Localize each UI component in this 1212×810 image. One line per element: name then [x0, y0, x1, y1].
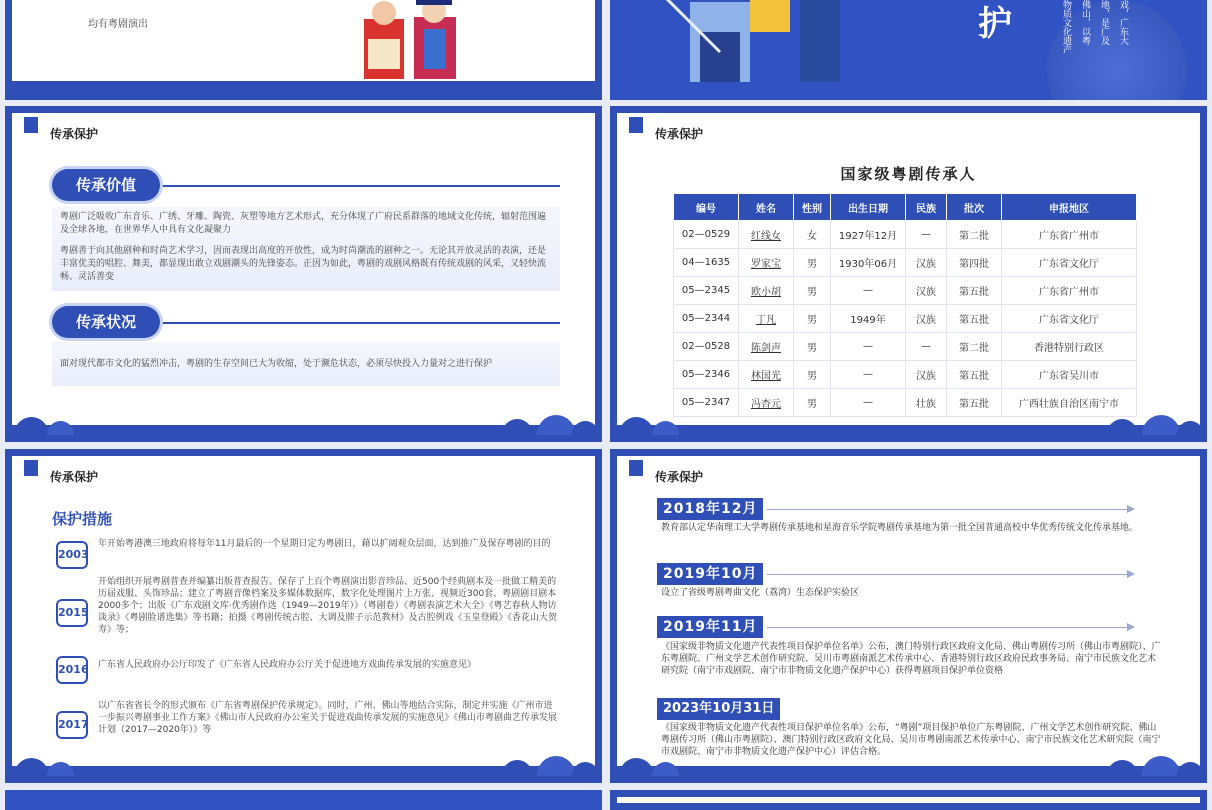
slide-inheritors[interactable]: [610, 106, 1207, 442]
col-header: 出生日期: [831, 194, 906, 221]
section-title: 传承保护: [655, 127, 704, 141]
cell-gender: 女: [794, 221, 831, 249]
cell-region: 广东省吴川市: [1002, 361, 1137, 389]
col-header: 批次: [947, 194, 1002, 221]
section-marker: [24, 117, 38, 133]
wave-pattern-footer: [12, 750, 595, 776]
cell-region: 广东省广州市: [1002, 221, 1137, 249]
cell-batch: 第二批: [947, 333, 1002, 361]
col-header: 民族: [906, 194, 947, 221]
section-marker: [629, 460, 643, 476]
year-badge: 2016: [56, 656, 88, 684]
measure-text: 广东省人民政府办公厅印发了《广东省人民政府办公厅关于促进地方戏曲传承发展的实施意见》: [98, 660, 477, 670]
cell-id: 05—2347: [674, 389, 739, 417]
value-paragraph-1: 粤剧广泛吸收广东音乐、广绣、牙雕、陶瓷、灰塑等地方艺术形式，充分体现了广府民系群落的地域文化传统，辐射范围遍及全球各地，在世界华人中具有文化凝聚力: [60, 212, 547, 235]
slide-timeline[interactable]: [610, 449, 1207, 783]
section-title: 传承保护: [50, 127, 99, 141]
cell-name-link[interactable]: 林国光: [739, 361, 794, 389]
cell-region: 香港特别行政区: [1002, 333, 1137, 361]
table-row: [674, 221, 1137, 249]
heading-value-pill: 传承价值: [52, 169, 160, 201]
wave-pattern-footer: [12, 409, 595, 435]
table-row: [674, 361, 1137, 389]
year-badge: 2015: [56, 599, 88, 627]
heading-status-pill: 传承状况: [52, 306, 160, 338]
section-marker: [24, 460, 38, 476]
cell-id: 02—0528: [674, 333, 739, 361]
cell-birth: 1927年12月: [831, 221, 906, 249]
timeline-text: 《国家级非物质文化遗产代表性项目保护单位名单》公布，“粤剧”项目保护单位广东粤剧院、广州文学艺术创作研究院、佛山粤剧传习所（佛山市粤剧院）、澳门特别行政区政府文化局、吴川市粤剧南派艺术传承中心、南宁市民族文化艺术研究院（南宁市戏剧院、南宁市非物质文化遗产保护中心）评估合格。: [661, 723, 1161, 757]
cell-batch: 第五批: [947, 361, 1002, 389]
cell-id: 05—2346: [674, 361, 739, 389]
table-row: [674, 305, 1137, 333]
arrow-right-icon: [1127, 505, 1135, 513]
cell-birth: —: [831, 333, 906, 361]
vertical-text-col: 戏，广东大: [1118, 0, 1128, 45]
timeline-date: 2019年11月: [657, 616, 763, 638]
measure-text: 年开始粤港澳三地政府将每年11月最后的一个星期日定为粤剧日，藉以扩阔观众层面，达到推广及保存粤剧的目的: [98, 539, 551, 549]
slide-bottom-left-partial[interactable]: [5, 790, 602, 810]
cell-gender: 男: [794, 277, 831, 305]
cell-batch: 第五批: [947, 389, 1002, 417]
opera-warrior-illustration: [650, 0, 850, 92]
table-header-row: [674, 194, 1137, 221]
cell-ethnicity: 汉族: [906, 277, 947, 305]
timeline-date: 2018年12月: [657, 498, 763, 520]
cell-name-link[interactable]: 丁凡: [739, 305, 794, 333]
col-header: 姓名: [739, 194, 794, 221]
status-textbox: [52, 342, 560, 386]
value-paragraph-2: 粤剧善于向其他剧种和时尚艺术学习，因而表现出高度的开放性，成为时尚潮流的剧种之一。无论其开放灵活的表演，还是丰富优美的唱腔、舞美，都显现出敢立戏剧潮头的先锋姿态。正因为如此，粤剧的戏剧风格既有传统戏剧的风采，又轻快流畅、灵活善变: [60, 246, 547, 282]
section-marker: [629, 117, 643, 133]
cell-name-link[interactable]: 欧小胡: [739, 277, 794, 305]
cell-gender: 男: [794, 333, 831, 361]
cell-ethnicity: —: [906, 221, 947, 249]
slide-protection-measures[interactable]: [5, 449, 602, 783]
col-header: 性别: [794, 194, 831, 221]
cell-birth: —: [831, 389, 906, 417]
cell-batch: 第四批: [947, 249, 1002, 277]
timeline-text: 《国家级非物质文化遗产代表性项目保护单位名单》公布，澳门特别行政区政府文化局、佛山粤剧传习所（佛山市粤剧院）、广东粤剧院、广州文学艺术创作研究院、吴川市粤剧南派艺术传承中心、香港特别行政区政府民政事务局、南宁市民族文化艺术研究院（南宁市戏剧院、南宁市非物质文化遗产保护中心）获得粤剧项目保护单位资格: [661, 642, 1161, 676]
cell-id: 04—1635: [674, 249, 739, 277]
cell-region: 广东省文化厅: [1002, 305, 1137, 333]
cell-region: 广西壮族自治区南宁市: [1002, 389, 1137, 417]
cell-ethnicity: 汉族: [906, 249, 947, 277]
wave-pattern-footer: [617, 750, 1200, 776]
cell-birth: 1930年06月: [831, 249, 906, 277]
measure-text: 开始组织开展粤剧普查并编纂出版普查报告。保存了上百个粤剧演出影音珍品、近500个经典剧本及一批做工精美的历届戏服、头饰珍品；建立了粤剧音像档案及多媒体数据库，数字化处理图片上万张、视频近300套、粤剧剧目剧本2000多个；出版《广东戏剧文库·优秀剧作选（1949—2019年）》（粤剧卷）《粤剧表演艺术大全》《粤艺春秋人物访谈录》《粤剧脸谱选集》等书籍；拍摄《粤剧传统古腔、大调及牌子示范教材》及古腔例戏《玉皇登殿》《香花山大贺寿》等；: [98, 577, 558, 635]
section-title: 传承保护: [50, 470, 99, 484]
cell-region: 广东省文化厅: [1002, 249, 1137, 277]
vertical-text-col: 地，是广及: [1099, 0, 1109, 45]
table-row: [674, 249, 1137, 277]
slide-top-left[interactable]: [5, 0, 602, 100]
timeline-date: 2023年10月31日: [657, 698, 780, 720]
inheritors-table: [673, 193, 1137, 417]
timeline-rule: [767, 509, 1127, 510]
cell-region: 广东省广州市: [1002, 277, 1137, 305]
cell-name-link[interactable]: 红线女: [739, 221, 794, 249]
status-paragraph: 面对现代都市文化的猛烈冲击，粤剧的生存空间已大为收缩，处于濒危状态，必须尽快投入力量对之进行保护: [60, 359, 493, 369]
cell-gender: 男: [794, 305, 831, 333]
arrow-right-icon: [1127, 623, 1135, 631]
table-title: 国家级粤剧传承人: [840, 165, 977, 183]
col-header: 编号: [674, 194, 739, 221]
value-textbox: [52, 207, 560, 291]
vertical-text-col: 佛山，以粤: [1080, 0, 1090, 45]
cell-id: 05—2345: [674, 277, 739, 305]
slide-heritage-value[interactable]: [5, 106, 602, 442]
cell-id: 02—0529: [674, 221, 739, 249]
arrow-right-icon: [1127, 570, 1135, 578]
cell-id: 05—2344: [674, 305, 739, 333]
timeline-text: 教育部认定华南理工大学粤剧传承基地和星海音乐学院粤剧传承基地为第一批全国普通高校中华优秀传统文化传承基地。: [661, 523, 1139, 533]
cell-ethnicity: —: [906, 333, 947, 361]
cell-birth: —: [831, 277, 906, 305]
year-badge: 2017: [56, 711, 88, 739]
cell-batch: 第五批: [947, 305, 1002, 333]
wave-pattern-footer: [12, 81, 595, 93]
cell-birth: 1949年: [831, 305, 906, 333]
timeline-date: 2019年10月: [657, 563, 763, 585]
cell-ethnicity: 汉族: [906, 305, 947, 333]
cell-ethnicity: 汉族: [906, 361, 947, 389]
cell-ethnicity: 壮族: [906, 389, 947, 417]
slide-top-right[interactable]: [610, 0, 1207, 100]
timeline-rule: [767, 627, 1127, 628]
col-header: 申报地区: [1002, 194, 1137, 221]
cell-name-link[interactable]: 冯杏元: [739, 389, 794, 417]
cell-batch: 第五批: [947, 277, 1002, 305]
cell-birth: —: [831, 361, 906, 389]
timeline-text: 设立了省级粤剧粤曲文化（荔湾）生态保护实验区: [661, 588, 860, 598]
year-badge: 2003: [56, 541, 88, 569]
cell-gender: 男: [794, 249, 831, 277]
section-title: 传承保护: [655, 470, 704, 484]
vertical-text-group: [1060, 0, 1207, 54]
timeline-rule: [767, 574, 1127, 575]
table-row: [674, 333, 1137, 361]
table-row: [674, 277, 1137, 305]
slide-bottom-right-partial[interactable]: [610, 790, 1207, 810]
cell-batch: 第二批: [947, 221, 1002, 249]
cell-gender: 男: [794, 389, 831, 417]
caption-text: 均有粤剧演出: [88, 19, 148, 30]
cell-name-link[interactable]: 罗家宝: [739, 249, 794, 277]
big-char: 护: [978, 4, 1012, 44]
cell-gender: 男: [794, 361, 831, 389]
cell-name-link[interactable]: 陈剑声: [739, 333, 794, 361]
vertical-text-col: 物质文化遗产: [1061, 0, 1071, 54]
measure-text: 以广东省省长令的形式颁布《广东省粤剧保护传承规定》。同时，广州、佛山等地结合实际，制定并实施《广州市进一步振兴粤剧事业工作方案》《佛山市人民政府办公室关于促进戏曲传承发展的实施意见》《佛山市粤剧曲艺传承发展计划（2017—2020年）》等: [98, 701, 558, 735]
wave-pattern-footer: [617, 409, 1200, 435]
measures-heading: 保护措施: [52, 510, 113, 528]
